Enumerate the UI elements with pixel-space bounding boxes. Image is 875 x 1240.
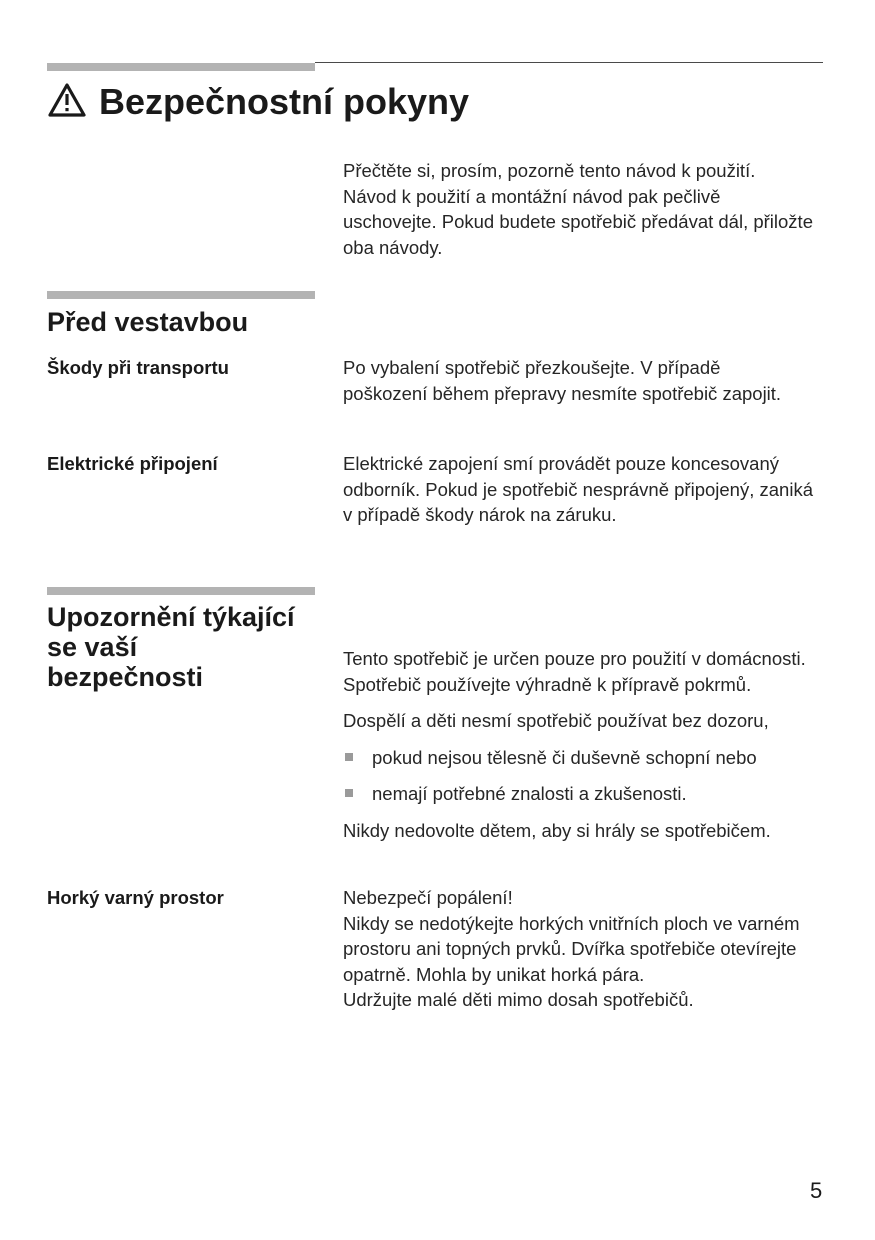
section2-title-line3: bezpečnosti xyxy=(47,662,204,692)
electrical-connection-label: Elektrické připojení xyxy=(47,453,218,474)
usage-paragraph: Tento spotřebič je určen pouze pro použití v domácnosti. Spotřebič používejte výhradně k přípravě pokrmů. xyxy=(343,648,806,695)
hot-oven-label: Horký varný prostor xyxy=(47,887,224,908)
hot-oven-text xyxy=(343,885,828,1013)
electrical-connection-text: Elektrické zapojení smí provádět pouze koncesovaný odborník. Pokud je spotřebič nesprávně připojený, zaniká v případě škody nárok na záruku. xyxy=(343,453,813,525)
section2-content xyxy=(343,646,813,843)
bullet-square-icon xyxy=(345,789,353,797)
list-item: nemají potřebné znalosti a zkušenosti. xyxy=(343,781,813,807)
page-title xyxy=(47,82,469,122)
section2-rule xyxy=(47,587,315,595)
keep-children-away: Udržujte malé děti mimo dosah spotřebičů. xyxy=(343,989,694,1010)
header-rule-thin xyxy=(315,62,823,63)
burn-warning: Nebezpečí popálení! xyxy=(343,887,513,908)
supervision-paragraph: Dospělí a děti nesmí spotřebič používat bez dozoru, xyxy=(343,710,769,731)
section1-title: Před vestavbou xyxy=(47,307,249,337)
page-number: 5 xyxy=(810,1178,823,1203)
page-title-text: Bezpečnostní pokyny xyxy=(99,81,470,122)
transport-damage-label: Škody při transportu xyxy=(47,357,229,378)
bullet-square-icon xyxy=(345,753,353,761)
list-item: pokud nejsou tělesně či duševně schopní nebo xyxy=(343,745,813,771)
section2-title-line2: se vaší xyxy=(47,632,138,662)
transport-damage-text: Po vybalení spotřebič přezkoušejte. V případě poškození během přepravy nesmíte spotřebič zapojit. xyxy=(343,357,782,404)
children-paragraph: Nikdy nedovolte dětem, aby si hrály se spotřebičem. xyxy=(343,819,771,841)
section2-title xyxy=(47,602,332,692)
section1-rule xyxy=(47,291,315,299)
header-rule-thick xyxy=(47,63,315,71)
warning-triangle-icon xyxy=(47,82,87,118)
section2-title-line1: Upozornění týkající xyxy=(47,602,295,632)
hot-surfaces-paragraph: Nikdy se nedotýkejte horkých vnitřních ploch ve varném prostoru ani topných prvků. Dvířka spotřebiče otevírejte opatrně. Mohla by unikat horká pára. xyxy=(343,912,800,985)
intro-paragraph: Přečtěte si, prosím, pozorně tento návod k použití. Návod k použití a montážní návod pak pečlivě uschovejte. Pokud budete spotřebič předávat dál, přiložte oba návody. xyxy=(343,160,813,258)
